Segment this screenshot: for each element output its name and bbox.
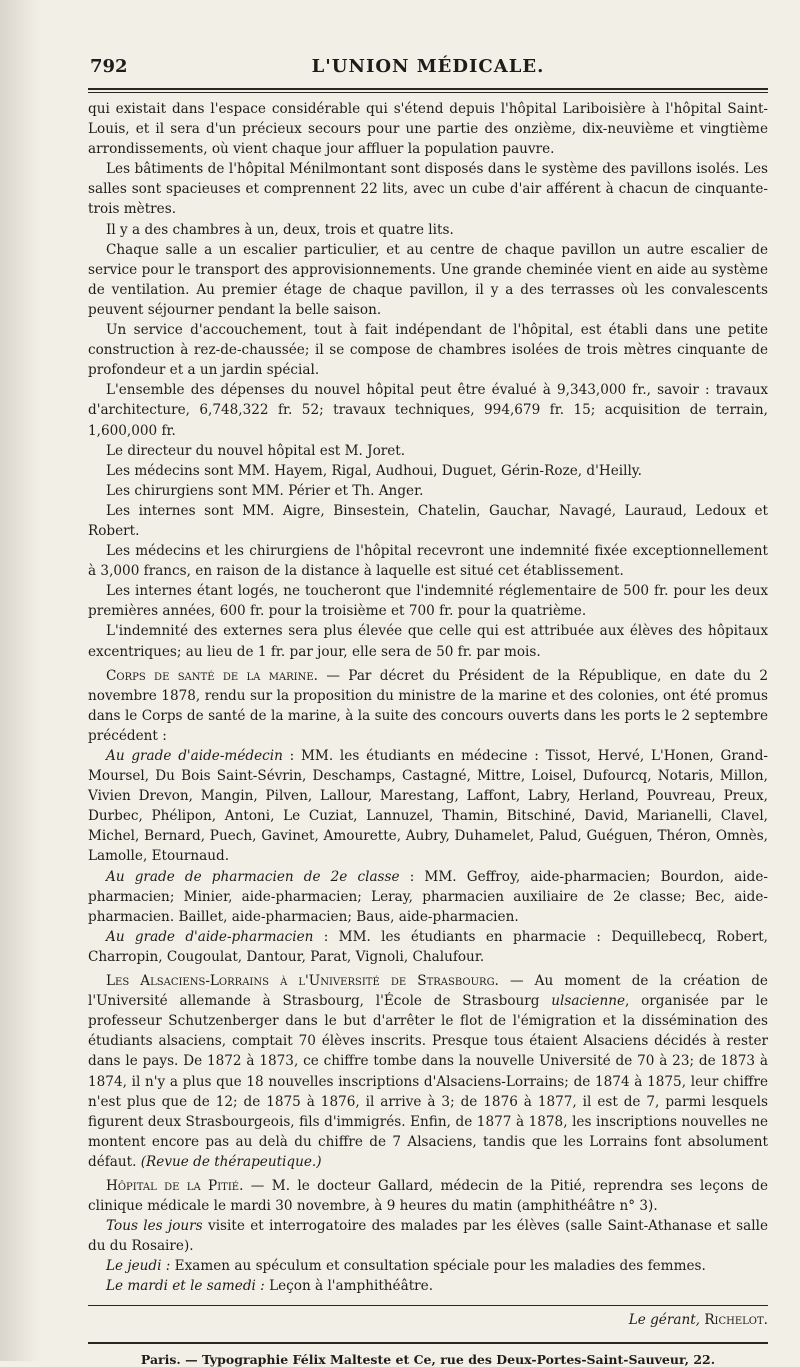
paragraph: Les médecins et les chirurgiens de l'hôpital recevront une indemnité fixée exceptionnellement à 3,000 francs, en raison de la distance à laquelle est situé cet établissement.	[88, 543, 768, 580]
schedule-label: Le mardi et le samedi :	[106, 1278, 265, 1295]
paragraph	[88, 1276, 768, 1296]
section-text-italic: ulsacienne	[551, 993, 625, 1010]
paragraph	[88, 1216, 768, 1256]
signature	[88, 1312, 768, 1328]
paragraph: Les bâtiments de l'hôpital Ménilmontant sont disposés dans le système des pavillons isolés. Les salles sont spacieuses et comprennent 22 lits, avec un cube d'air afférent à chacun de cinquante-trois mètres.	[88, 161, 768, 218]
grade-label: Au grade d'aide-médecin	[106, 748, 283, 764]
paragraph: L'indemnité des externes sera plus élevée que celle qui est attribuée aux élèves des hôpitaux excentriques; au lieu de 1 fr. par jour, elle sera de 50 fr. par mois.	[88, 623, 768, 660]
paragraph: Il y a des chambres à un, deux, trois et quatre lits.	[106, 221, 454, 238]
paragraph	[88, 1256, 768, 1276]
paragraph: Les internes étant logés, ne toucheront que l'indemnité réglementaire de 500 fr. pour les deux premières années, 600 fr. pour la troisième et 700 fr. pour la quatrième.	[88, 583, 768, 620]
alsaciens-section	[88, 971, 768, 1172]
grade-text: : MM. Geffroy, aide-pharmacien; Bourdon, aide-pharmacien; Minier, aide-pharmacien; Leray, pharmacien auxiliaire de 2e classe; Bec, aide-pharmacien. Baillet, aide-pharmacien; Baus, aide-pharmacien.	[88, 868, 768, 925]
paragraph	[88, 867, 768, 927]
paragraph: Le directeur du nouvel hôpital est M. Joret.	[106, 442, 406, 459]
paragraph: qui existait dans l'espace considérable qui s'étend depuis l'hôpital Lariboisière à l'hôpital Saint-Louis, et il sera d'un précieux secours pour une partie des onzième, dix-neuvième et vingtième arrondissements, où vient chaque jour affluer la population pauvre.	[88, 101, 768, 158]
paragraph: Les chirurgiens sont MM. Périer et Th. Anger.	[106, 482, 424, 499]
section-heading: Corps de santé de la marine.	[106, 667, 319, 684]
schedule-text: Examen au spéculum et consultation spéciale pour les maladies des femmes.	[170, 1258, 706, 1275]
paragraph: Les internes sont MM. Aigre, Binsestein, Chatelin, Gauchar, Navagé, Lauraud, Ledoux et Robert.	[88, 502, 768, 539]
schedule-label: Le jeudi :	[106, 1258, 171, 1275]
page-header	[88, 52, 768, 82]
section-heading: Hôpital de la Pitié.	[106, 1177, 244, 1194]
printer-imprint: Paris. — Typographie Félix Malteste et Ce, rue des Deux-Portes-Saint-Sauveur, 22.	[140, 1351, 716, 1367]
schedule-text: visite et interrogatoire des malades par les élèves (salle Saint-Athanase et salle du du Rosaire).	[88, 1218, 768, 1255]
imprint-rule	[88, 1342, 768, 1344]
source-citation: (Revue de thérapeutique.)	[140, 1153, 322, 1170]
marine-section	[88, 666, 768, 746]
paragraph: Chaque salle a un escalier particulier, et au centre de chaque pavillon un autre escalier de service pour le transport des approvisionnements. Une grande cheminée vient en aide au système de ventilation. Au premier étage de chaque pavillon, il y a des terrasses où les convalescents peuvent séjourner pendant la belle saison.	[88, 241, 768, 318]
paragraph	[88, 746, 768, 867]
article-body	[88, 99, 768, 1297]
grade-text: : MM. les étudiants en médecine : Tissot, Hervé, L'Honen, Grand-Moursel, Du Bois Saint-Sévrin, Deschamps, Castagné, Mittre, Loisel, Dufourcq, Notaris, Millon, Vivien Drevon, Mangin, Pilven, Lallour, Marestang, Laffont, Labry, Herland, Pouvreau, Preux, Durbec, Phélipon, Antoni, Le Cuziat, Lannuzel, Thamin, Bitschiné, David, Marianelli, Clavel, Michel, Bernard, Puech, Gavinet, Amourette, Aubry, Duhamelet, Palud, Guéguen, Théron, Omnès, Lamolle, Etournaud.	[88, 748, 768, 865]
grade-label: Au grade d'aide-pharmacien	[106, 928, 314, 945]
paragraph: Les médecins sont MM. Hayem, Rigal, Audhoui, Duguet, Gérin-Roze, d'Heilly.	[106, 462, 642, 479]
footer-rule	[88, 1305, 768, 1306]
grade-text: : MM. les étudiants en pharmacie : Dequillebecq, Robert, Charropin, Cougoulat, Dantour, Parat, Vignoli, Chalufour.	[88, 928, 768, 965]
pitie-section	[88, 1176, 768, 1216]
signature-name: Richelot.	[704, 1311, 768, 1328]
paragraph: L'ensemble des dépenses du nouvel hôpital peut être évalué à 9,343,000 fr., savoir : travaux d'architecture, 6,748,322 fr. 52; travaux techniques, 994,679 fr. 15; acquisition de terrain, 1,600,000 fr.	[88, 382, 768, 439]
signature-label: Le gérant,	[628, 1311, 700, 1328]
grade-label: Au grade de pharmacien de 2e classe	[106, 868, 400, 885]
page-number: 792	[90, 56, 128, 77]
schedule-text: Leçon à l'amphithéâtre.	[264, 1278, 434, 1295]
paragraph: Un service d'accouchement, tout à fait indépendant de l'hôpital, est établi dans une petite construction à rez-de-chaussée; il se compose de chambres isolées de trois mètres cinquante de profondeur et a un jardin spécial.	[88, 322, 768, 379]
section-heading: Les Alsaciens-Lorrains à l'Université de Strasbourg.	[106, 973, 499, 990]
section-text: — M. le docteur Gallard, médecin de la Pitié, reprendra ses leçons de clinique médicale le mardi 30 novembre, à 9 heures du matin (amphithéâtre n° 3).	[88, 1177, 768, 1215]
section-text: — Par décret du Président de la République, en date du 2 novembre 1878, rendu sur la proposition du ministre de la marine et des colonies, ont été promus dans le Corps de santé de la marine, à la suite des concours ouverts dans les ports le 2 septembre précédent :	[88, 667, 768, 744]
paragraph	[88, 927, 768, 967]
section-text: — Au moment de la création de l'Université allemande à Strasbourg, l'École de Strasbourg	[88, 973, 768, 1010]
section-text: , organisée par le professeur Schutzenberger dans le but d'arrêter le flot de l'émigration et la dissémination des étudiants alsaciens, comptait 70 élèves inscrits. Presque tous étaient Alsaciens décidés à rester dans le pays. De 1872 à 1873, ce chiffre tombe dans la nouvelle Université de 70 à 23; de 1873 à 1874, il n'y a plus que 18 nouvelles inscriptions d'Alsaciens-Lorrains; de 1874 à 1875, leur chiffre n'est plus que de 12; de 1875 à 1876, il arrive à 3; de 1876 à 1877, il est de 7, parmi lesquels figurent deux Strasbourgeois, fils d'immigrés. Enfin, de 1877 à 1878, les inscriptions nouvelles ne montent encore pas au delà du chiffre de 7 Alsaciens, tandis que les Lorrains font absolument défaut.	[88, 993, 769, 1170]
header-rule	[88, 88, 768, 93]
running-head: L'UNION MÉDICALE.	[311, 56, 545, 77]
schedule-label: Tous les jours	[106, 1218, 203, 1235]
